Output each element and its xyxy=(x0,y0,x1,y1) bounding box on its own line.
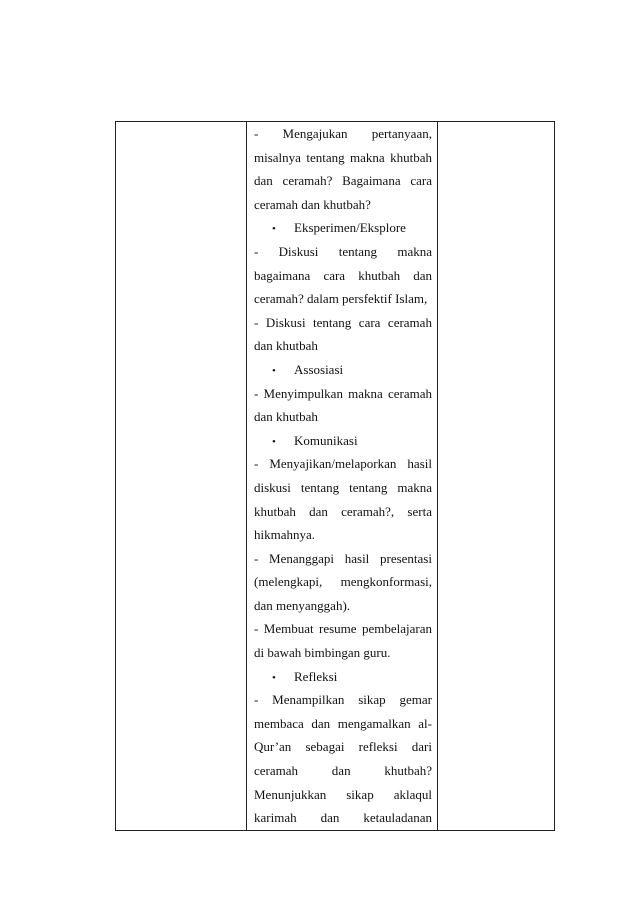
word: Menunjukkan xyxy=(254,786,327,802)
text-line: dan khutbah xyxy=(254,338,318,354)
word: (melengkapi, xyxy=(254,574,323,590)
word: tentang xyxy=(306,149,345,165)
text-line xyxy=(254,169,432,193)
word: gemar xyxy=(399,692,432,708)
word: tentang xyxy=(300,479,340,495)
word: Mengajukan xyxy=(282,126,348,141)
word: ceramah?, xyxy=(341,503,395,519)
text-line: di bawah bimbingan guru. xyxy=(254,645,391,661)
word: refleksi xyxy=(358,739,398,755)
word: al- xyxy=(418,715,432,731)
word: Menyajikan/melaporkan xyxy=(269,456,397,472)
word: makna xyxy=(348,385,383,401)
text-line xyxy=(254,547,432,571)
word: Menanggapi xyxy=(269,550,335,566)
text-line xyxy=(254,311,432,335)
word: ceramah xyxy=(254,763,299,779)
table-cell-activities xyxy=(247,122,438,831)
word: makna xyxy=(397,243,432,259)
word: mengkonformasi, xyxy=(340,574,432,590)
word: hasil xyxy=(407,456,432,472)
text-line xyxy=(254,476,432,500)
text-line xyxy=(254,712,432,736)
word: Membuat xyxy=(263,621,314,637)
word: - xyxy=(254,456,259,472)
word: makna xyxy=(350,149,385,165)
word: dan xyxy=(309,503,328,519)
text-line xyxy=(254,382,432,406)
word: ceramah xyxy=(387,385,432,401)
word: dari xyxy=(411,739,432,755)
text-line xyxy=(254,452,432,476)
word: - xyxy=(254,314,259,330)
bullet-heading xyxy=(254,429,432,453)
word: dan xyxy=(311,715,331,731)
word: hasil xyxy=(344,550,370,566)
text-line xyxy=(254,783,432,807)
word: cara xyxy=(323,267,346,283)
word: khutbah xyxy=(358,267,401,283)
word: tentang xyxy=(349,479,388,495)
word: misalnya xyxy=(254,149,301,165)
bullet-heading-text: Komunikasi xyxy=(294,432,358,448)
word: khutbah xyxy=(254,503,296,519)
word: ceramah xyxy=(387,314,432,330)
bullet-icon: • xyxy=(272,435,276,448)
word: - xyxy=(254,385,259,401)
word: Qur’an xyxy=(254,739,292,755)
bullet-icon: • xyxy=(272,671,276,684)
word: bagaimana xyxy=(254,267,311,283)
bullet-heading-text: Refleksi xyxy=(294,668,338,684)
word: diskusi xyxy=(254,479,291,495)
bullet-icon: • xyxy=(272,223,276,236)
word: presentasi xyxy=(380,550,432,566)
word: karimah xyxy=(254,810,297,826)
word: membaca xyxy=(254,715,304,731)
text-line xyxy=(254,240,432,264)
word: serta xyxy=(407,503,432,519)
bullet-heading xyxy=(254,216,432,240)
word: - xyxy=(254,692,259,708)
word: cara xyxy=(358,314,381,330)
text-line xyxy=(254,264,432,288)
word: dan xyxy=(320,810,340,826)
text-line xyxy=(254,688,432,712)
text-line xyxy=(254,570,432,594)
word: mengamalkan xyxy=(337,715,411,731)
word: khutbah? xyxy=(384,763,432,779)
text-line xyxy=(254,122,432,146)
bullet-heading-text: Eksperimen/Eksplore xyxy=(294,220,406,236)
text-line: ceramah? dalam persfektif Islam, xyxy=(254,291,428,307)
word: resume xyxy=(319,621,357,637)
lesson-activity-table xyxy=(115,121,555,831)
word: Diskusi xyxy=(278,243,319,259)
table-cell-left xyxy=(116,122,247,831)
word: - xyxy=(254,621,259,637)
word: - xyxy=(254,243,259,259)
word: - xyxy=(254,126,259,141)
word: makna xyxy=(397,479,432,495)
text-line: ceramah dan khutbah? xyxy=(254,196,371,212)
word: khutbah xyxy=(390,149,432,165)
text-line xyxy=(254,500,432,524)
text-line xyxy=(254,735,432,759)
table-cell-right xyxy=(438,122,555,831)
word: dan xyxy=(413,267,432,283)
word: dan xyxy=(254,173,273,189)
text-line: hikmahnya. xyxy=(254,527,316,543)
word: sikap xyxy=(358,692,386,708)
bullet-icon: • xyxy=(272,364,276,377)
word: Menyimpulkan xyxy=(263,385,343,401)
word: pembelajaran xyxy=(361,621,432,637)
word: Diskusi xyxy=(265,314,306,330)
word: ketauladanan xyxy=(363,810,432,826)
word: Menampilkan xyxy=(272,692,345,708)
text-line: dan menyanggah). xyxy=(254,597,351,613)
text-line: dan khutbah xyxy=(254,409,318,425)
word: Bagaimana xyxy=(342,173,401,189)
word: ceramah? xyxy=(282,173,333,189)
bullet-heading xyxy=(254,665,432,689)
table-row xyxy=(116,122,555,831)
text-line xyxy=(254,617,432,641)
activity-text-block xyxy=(247,122,437,830)
word: sikap xyxy=(346,786,374,802)
text-line xyxy=(254,146,432,170)
word: - xyxy=(254,550,259,566)
bullet-heading-text: Assosiasi xyxy=(294,361,344,377)
word: dan xyxy=(331,763,351,779)
word: sebagai xyxy=(305,739,345,755)
word: pertanyaan, xyxy=(371,126,432,141)
word: aklaqul xyxy=(393,786,432,802)
text-line xyxy=(254,759,432,783)
word: tentang xyxy=(338,243,377,259)
word: cara xyxy=(410,173,432,189)
bullet-heading xyxy=(254,358,432,382)
word: tentang xyxy=(313,314,352,330)
text-line xyxy=(254,806,432,830)
